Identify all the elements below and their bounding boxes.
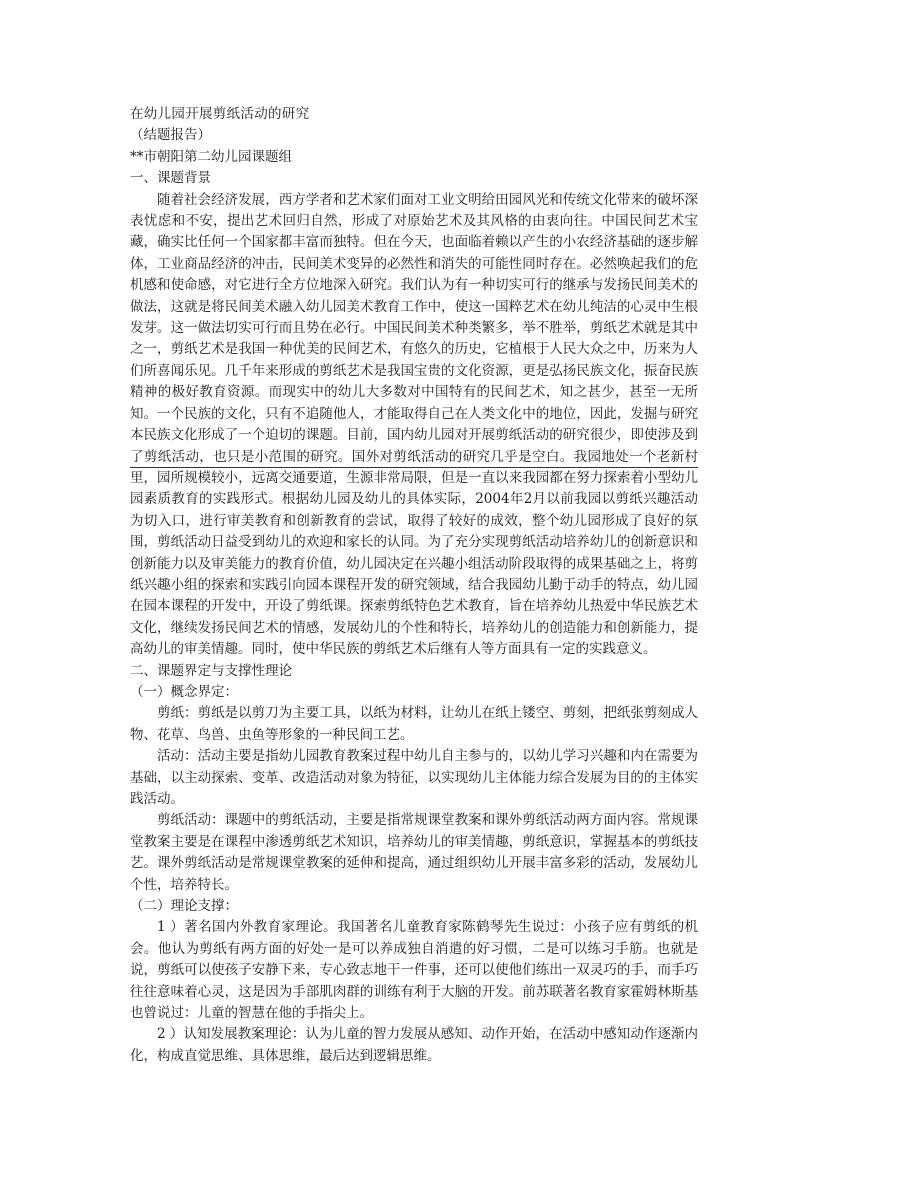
document-body	[130, 104, 698, 1067]
section1-paragraph: 随着社会经济发展，西方学者和艺术家们面对工业文明给田园风光和传统文化带来的破坏深表忧虑和不安，提出艺术回归自然，形成了对原始艺术及其风格的由衷向往。中国民间艺术宝藏，确实比任何一个国家都丰富而独特。但在今天，也面临着赖以产生的小农经济基础的逐步解体，工业商品经济的冲击，民间美术变异的必然性和消失的可能性同时存在。必然唤起我们的危机感和使命感，对它进行全方位地深入研究。我们认为有一种切实可行的继承与发扬民间美术的做法，这就是将民间美术融入幼儿园美术教育工作中，使这一国粹艺术在幼儿纯洁的心灵中生根发芽。这一做法切实可行而且势在必行。中国民间美术种类繁多，举不胜举，剪纸艺术就是其中之一，剪纸艺术是我国一种优美的民间艺术，有悠久的历史，它植根于人民大众之中，历来为人们所喜闻乐见。几千年来形成的剪纸艺术是我国宝贵的文化资源，更是弘扬民族文化，振奋民族精神的极好教育资源。而现实中的幼儿大多数对中国特有的民间艺术，知之甚少，甚至一无所知。一个民族的文化，只有不追随他人，才能取得自己在人类文化中的地位，因此，发掘与研究本民族文化形成了一个迫切的课题。目前，国内幼儿园对开展剪纸活动的研究很少，即使涉及到了剪纸活动，也只是小范围的研究。国外对剪纸活动的研究几乎是空白。我园地处一个老新村里，园所规模较小，远离交通要道，生源非常局限，但是一直以来我园都在努力探索着小型幼儿园素质教育的实践形式。根据幼儿园及幼儿的具体实际，2004年2月以前我园以剪纸兴趣活动为切入口，进行审美教育和创新教育的尝试，取得了较好的成效，整个幼儿园形成了良好的氛围，剪纸活动日益受到幼儿的欢迎和家长的认同。为了充分实现剪纸活动培养幼儿的创新意识和创新能力以及审美能力的教育价值，幼儿园决定在兴趣小组活动阶段取得的成果基础之上，将剪纸兴趣小组的探索和实践引向园本课程开发的研究领域，结合我园幼儿勤于动手的特点，幼儿园在园本课程的开发中，开设了剪纸课。探索剪纸特色艺术教育，旨在培养幼儿热爱中华民族艺术文化，继续发扬民间艺术的情感，发展幼儿的个性和特长，培养幼儿的创造能力和创新能力，提高幼儿的审美情趣。同时，使中华民族的剪纸艺术后继有人等方面具有一定的实践意义。	[130, 191, 698, 658]
definition-activity: 活动：活动主要是指幼儿园教育教案过程中幼儿自主参与的，以幼儿学习兴趣和内在需要为基础，以主动探索、变革、改造活动对象为特征，以实现幼儿主体能力综合发展为目的的主体实践活动。	[130, 748, 698, 807]
theory-item-2: 2 ）认知发展教案理论：认为儿童的智力发展从感知、动作开始，在活动中感知动作逐渐内化，构成直觉思维、具体思维，最后达到逻辑思维。	[130, 1026, 698, 1064]
document-organization: **市朝阳第二幼儿园课题组	[130, 148, 292, 165]
definition-papercut: 剪纸：剪纸是以剪刀为主要工具，以纸为材料，让幼儿在纸上镂空、剪刻，把纸张剪刻成人物、花草、鸟兽、虫鱼等形象的一种民间工艺。	[130, 705, 698, 743]
theory-item-1: 1 ）著名国内外教育家理论。我国著名儿童教育家陈鹤琴先生说过：小孩子应有剪纸的机会。他认为剪纸有两方面的好处一是可以养成独自消遣的好习惯，二是可以练习手筋。也就是说，剪纸可以使孩子安静下来，专心致志地干一件事，还可以使他们练出一双灵巧的手，而手巧往往意味着心灵，这是因为手部肌肉群的训练有利于大脑的开发。前苏联著名教育家霍姆林斯基也曾说过：儿童的智慧在他的手指尖上。	[130, 919, 698, 1022]
document-title: 在幼儿园开展剪纸活动的研究	[130, 106, 310, 122]
document-subtitle: （结题报告）	[130, 127, 211, 144]
section1-heading: 一、课题背景	[130, 170, 211, 187]
concept-heading: （一）概念界定：	[130, 683, 238, 700]
definition-papercut-activity: 剪纸活动：课题中的剪纸活动，主要是指常规课堂教案和课外剪纸活动两方面内容。常规课堂教案主要是在课程中渗透剪纸艺术知识，培养幼儿的审美情趣，剪纸意识，掌握基本的剪纸技艺。课外剪纸活动是常规课堂教案的延伸和提高，通过组织幼儿开展丰富多彩的活动，发展幼儿个性，培养特长。	[130, 812, 698, 893]
section2-heading: 二、课题界定与支撑性理论	[130, 662, 292, 679]
theory-heading: （二）理论支撑：	[130, 898, 238, 915]
